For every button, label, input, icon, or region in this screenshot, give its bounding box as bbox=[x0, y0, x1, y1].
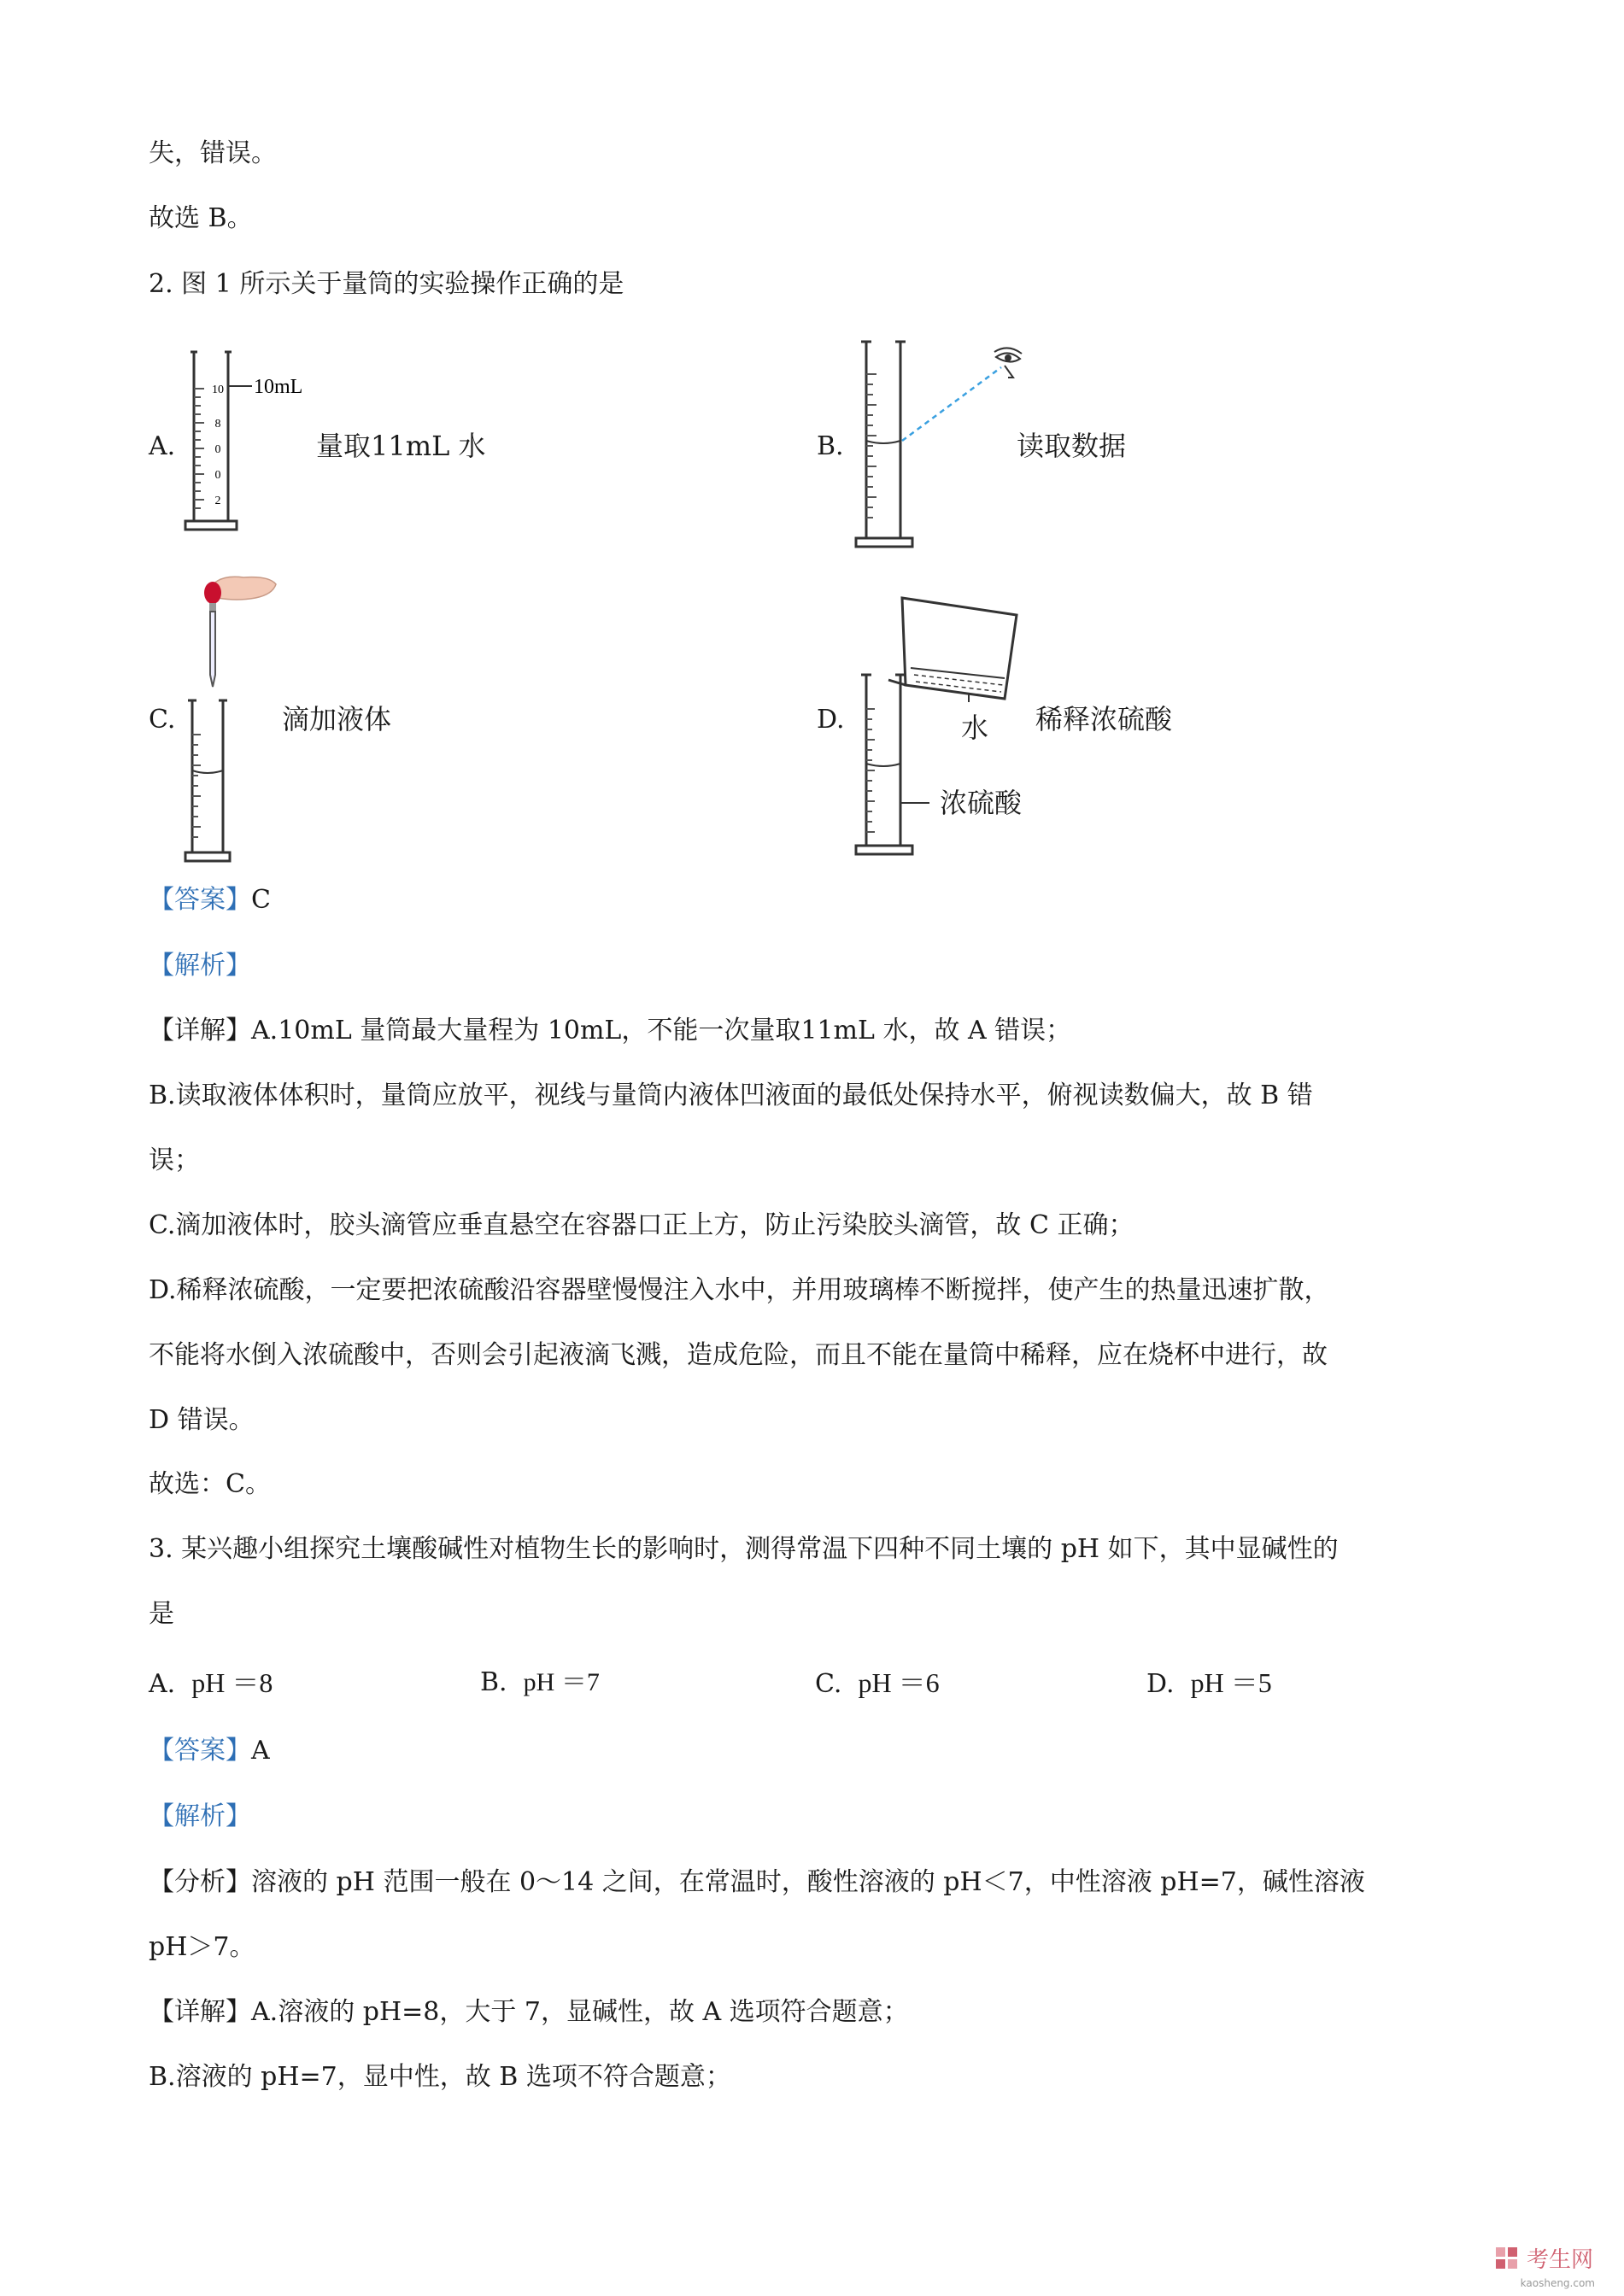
answer-value: A bbox=[251, 1736, 270, 1766]
analysis-tag: 【解析】 bbox=[149, 951, 251, 981]
detail-line: B.溶液的 pH=7，显中性，故 B 选项不符合题意； bbox=[149, 2062, 731, 2092]
question-2-stem: 2. 图 1 所示关于量筒的实验操作正确的是 bbox=[149, 269, 624, 299]
option-a-caption: 量取11mL 水 bbox=[316, 430, 486, 462]
option-d-caption: 稀释浓硫酸 bbox=[1035, 703, 1173, 735]
fenxi-line: 【分析】溶液的 pH 范围一般在 0～14 之间，在常温时，酸性溶液的 pH＜7，中性溶液 pH=7，碱性溶液 bbox=[149, 1867, 1365, 1897]
q3-option-b: B. pH ＝7 bbox=[480, 1667, 600, 1697]
text-line: 故选 B。 bbox=[149, 203, 253, 233]
detail-line: 【详解】A.10mL 量筒最大量程为 10mL，不能一次量取11mL 水，故 A 错误； bbox=[149, 1016, 1072, 1046]
option-a-letter: A. bbox=[149, 431, 176, 461]
option-d-letter: D. bbox=[817, 705, 845, 735]
tick-label: 0 bbox=[214, 469, 221, 482]
label-conc-acid: 浓硫酸 bbox=[940, 787, 1023, 819]
detail-line: D.稀释浓硫酸，一定要把浓硫酸沿容器壁慢慢注入水中，并用玻璃棒不断搅拌，使产生的热量迅速扩散， bbox=[149, 1275, 1330, 1305]
fenxi-tag: 【分析】 bbox=[149, 1867, 251, 1897]
option-b-letter: B. bbox=[817, 431, 844, 461]
detail-line: C.滴加液体时，胶头滴管应垂直悬空在容器口正上方，防止污染胶头滴管，故 C 正确； bbox=[149, 1210, 1134, 1240]
watermark-url: kaosheng.com bbox=[1520, 2277, 1595, 2289]
q3-option-d: D. pH ＝5 bbox=[1146, 1667, 1272, 1699]
detail-tag: 【详解】 bbox=[149, 1016, 251, 1046]
detail-line: D 错误。 bbox=[149, 1405, 255, 1435]
dropper-cylinder-c bbox=[184, 572, 286, 863]
mark-label: 10mL bbox=[254, 376, 303, 398]
graduated-cylinder-b bbox=[854, 340, 1042, 554]
q3-option-c: C. pH ＝6 bbox=[815, 1667, 940, 1699]
question-3-stem: 3. 某兴趣小组探究土壤酸碱性对植物生长的影响时，测得常温下四种不同土壤的 pH 如下，其中显碱性的 bbox=[149, 1534, 1339, 1564]
detail-tag: 【详解】 bbox=[149, 1997, 251, 2027]
detail-line: B.读取液体体积时，量筒应放平，视线与量筒内液体凹液面的最低处保持水平，俯视读数偏大，故 B 错 bbox=[149, 1081, 1313, 1110]
graduated-cylinder-a bbox=[184, 350, 320, 538]
watermark-logo-icon bbox=[1494, 2246, 1520, 2271]
text-line: 失，错误。 bbox=[149, 138, 277, 168]
answer-tag: 【答案】 bbox=[149, 1736, 251, 1766]
watermark-text: 考生网 bbox=[1526, 2247, 1593, 2273]
fenxi-line: pH＞7。 bbox=[149, 1932, 255, 1962]
answer-tag: 【答案】 bbox=[149, 885, 251, 915]
q3-option-a: A. pH ＝8 bbox=[149, 1667, 273, 1699]
option-b-caption: 读取数据 bbox=[1017, 430, 1127, 462]
tick-label: 0 bbox=[214, 443, 221, 456]
option-c-caption: 滴加液体 bbox=[282, 703, 392, 735]
detail-line: 【详解】A.溶液的 pH=8，大于 7，显碱性，故 A 选项符合题意； bbox=[149, 1997, 909, 2027]
tick-label: 8 bbox=[214, 418, 221, 430]
answer-value: C bbox=[251, 885, 271, 915]
dropper-bulb bbox=[204, 582, 221, 604]
tick-label: 10 bbox=[212, 384, 224, 396]
question-3-stem: 是 bbox=[149, 1599, 174, 1629]
analysis-tag: 【解析】 bbox=[149, 1801, 251, 1831]
label-water: 水 bbox=[961, 712, 989, 744]
answer-line bbox=[149, 1734, 270, 1768]
conclusion-line: 故选：C。 bbox=[149, 1469, 271, 1499]
tick-label: 2 bbox=[214, 495, 221, 507]
eye-icon bbox=[994, 348, 1022, 378]
tilted-beaker bbox=[888, 598, 1017, 699]
option-c-letter: C. bbox=[149, 705, 176, 735]
answer-line bbox=[149, 883, 271, 917]
detail-line: 误； bbox=[149, 1145, 200, 1175]
detail-line: 不能将水倒入浓硫酸中，否则会引起液滴飞溅，造成危险，而且不能在量筒中稀释，应在烧杯中进行，故 bbox=[149, 1340, 1328, 1370]
dilution-figure-d bbox=[854, 589, 1042, 863]
watermark bbox=[1494, 2242, 1593, 2274]
